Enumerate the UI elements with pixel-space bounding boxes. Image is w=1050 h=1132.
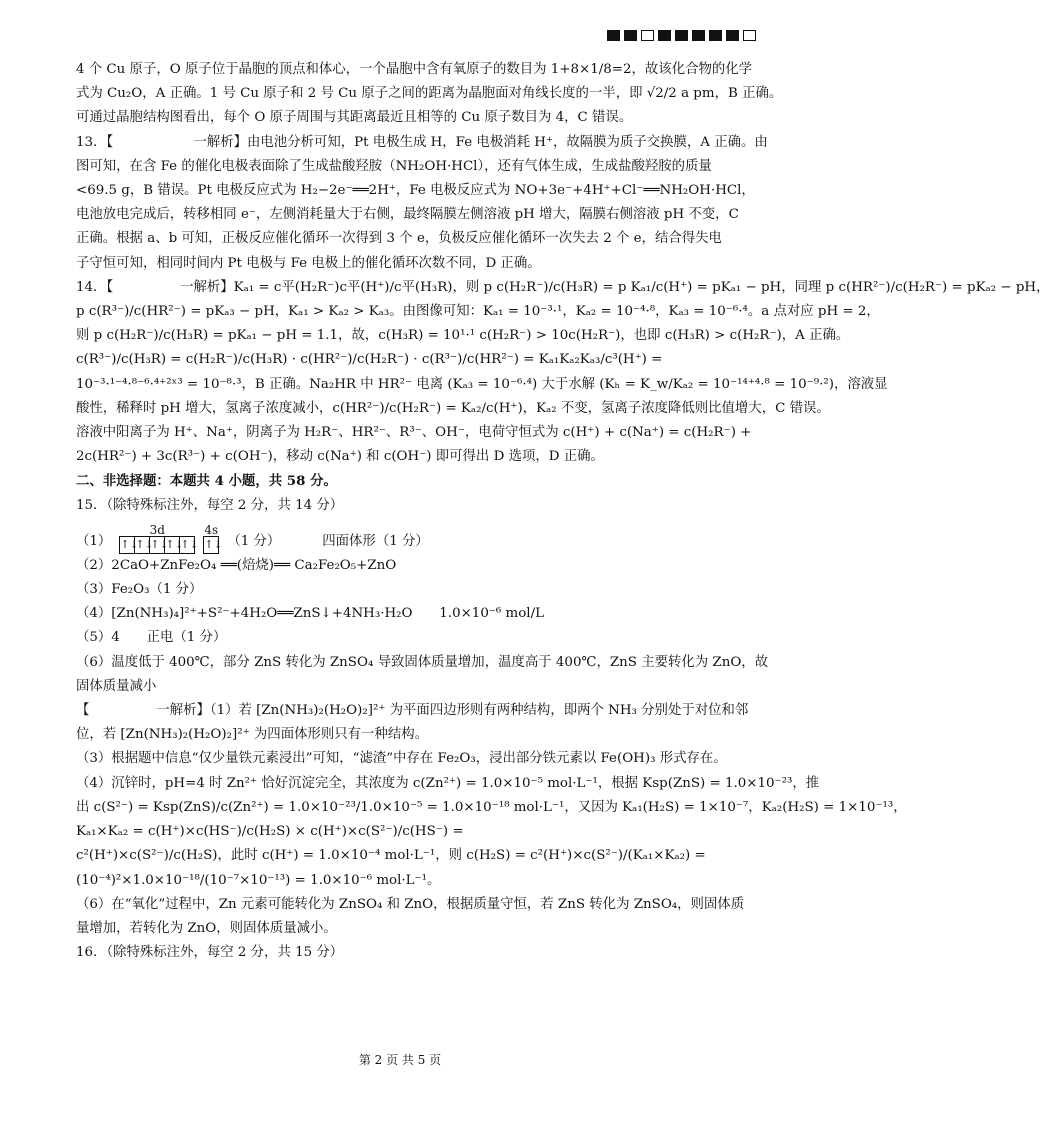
text-line: 固体质量减小 <box>76 678 157 694</box>
orbital-box: ↑↓ <box>165 537 184 551</box>
text-line: 14．【 一解析】Kₐ₁ = c平(H₂R⁻)c平(H⁺)/c平(H₃R)，则 p c(H₂R⁻)/c(H₃R) = p Kₐ₁/c(H⁺) = pKₐ₁ − pH，同理 p c(HR²⁻)/c(H₂R⁻) = pKₐ₂ − pH， <box>76 279 1050 295</box>
text-line: c(R³⁻)/c(H₃R) = c(H₂R⁻)/c(H₃R) · c(HR²⁻)/c(H₂R⁻) · c(R³⁻)/c(HR²⁻) = Kₐ₁Kₐ₂Kₐ₃/c³(H⁺) = <box>76 352 663 368</box>
header-block <box>743 30 756 41</box>
q16-heading: 16．（除特殊标注外，每空 2 分，共 15 分） <box>76 945 344 961</box>
orbital-4s-boxes <box>203 536 223 554</box>
section-heading: 二、非选择题：本题共 4 小题，共 58 分。 <box>76 473 337 490</box>
header-block <box>624 30 637 41</box>
orbital-score: （1 分） <box>227 533 281 549</box>
orbital-box: ↑↓ <box>135 537 154 551</box>
text-line: <69.5 g，B 错误。Pt 电极反应式为 H₂−2e⁻══2H⁺，Fe 电极反应式为 NO+3e⁻+4H⁺+Cl⁻══NH₂OH·HCl， <box>76 183 755 199</box>
text-line: （2）2CaO+ZnFe₂O₄ ══(焙烧)══ Ca₂Fe₂O₅+ZnO <box>76 557 397 573</box>
text-line: 2c(HR²⁻) + 3c(R³⁻) + c(OH⁻)，移动 c(Na⁺) 和 c(OH⁻) 即可得出 D 选项，D 正确。 <box>76 449 604 465</box>
text-line: 出 c(S²⁻) = Ksp(ZnS)/c(Zn²⁺) = 1.0×10⁻²³/1.0×10⁻⁵ = 1.0×10⁻¹⁸ mol·L⁻¹，又因为 Kₐ₁(H₂S) = 1×10⁻⁷，Kₐ₂(H₂S) = 1×10⁻¹³， <box>76 799 907 815</box>
text-line: Kₐ₁×Kₐ₂ = c(H⁺)×c(HS⁻)/c(H₂S) × c(H⁺)×c(S²⁻)/c(HS⁻) = <box>76 824 464 840</box>
header-block <box>658 30 671 41</box>
text-line: 4 个 Cu 原子，O 原子位于晶胞的顶点和体心，一个晶胞中含有氧原子的数目为 1+8×1/8=2，故该化合物的化学 <box>76 62 753 77</box>
text-line: （4）[Zn(NH₃)₄]²⁺+S²⁻+4H₂O══ZnS↓+4NH₃·H₂O 1.0×10⁻⁶ mol/L <box>76 606 544 622</box>
shape-answer: 四面体形（1 分） <box>322 533 429 549</box>
text-line: 【 一解析】（1）若 [Zn(NH₃)₂(H₂O)₂]²⁺ 为平面四边形则有两种结构，即两个 NH₃ 分别处于对位和邻 <box>76 703 749 719</box>
text-line: （3）Fe₂O₃（1 分） <box>76 582 203 598</box>
orbital-3d-label: 3d <box>149 522 165 537</box>
text-line: （4）沉锌时，pH=4 时 Zn²⁺ 恰好沉淀完全，其浓度为 c(Zn²⁺) = 1.0×10⁻⁵ mol·L⁻¹，根据 Ksp(ZnS) = 1.0×10⁻²³，推 <box>76 775 820 791</box>
header-block <box>726 30 739 41</box>
text-line: （3）根据题中信息“仅少量铁元素浸出”可知，“滤渣”中存在 Fe₂O₃，浸出部分铁元素以 Fe(OH)₃ 形式存在。 <box>76 751 727 767</box>
orbital-4s <box>203 522 223 554</box>
text-line: 正确。根据 a、b 可知，正极反应催化循环一次得到 3 个 e，负极反应催化循环一次失去 2 个 e，结合得失电 <box>76 231 722 247</box>
q15-heading: 15．（除特殊标注外，每空 2 分，共 14 分） <box>76 497 344 513</box>
text-line: 13．【 一解析】由电池分析可知，Pt 电极生成 H，Fe 电极消耗 H⁺，故隔膜为质子交换膜，A 正确。由 <box>76 134 768 150</box>
header-block <box>641 30 654 41</box>
text-line: 酸性，稀释时 pH 增大，氢离子浓度减小，c(HR²⁻)/c(H₂R⁻) = Kₐ₂/c(H⁺)，Kₐ₂ 不变，氢离子浓度降低则比值增大，C 错误。 <box>76 400 830 416</box>
text-line: （6）在“氧化”过程中，Zn 元素可能转化为 ZnSO₄ 和 ZnO，根据质量守恒，若 ZnS 转化为 ZnSO₄，则固体质 <box>76 896 745 912</box>
orbital-prefix: （1） <box>76 533 112 549</box>
orbital-box: ↑↓ <box>180 537 199 551</box>
text-line: 溶液中阳离子为 H⁺、Na⁺，阴离子为 H₂R⁻、HR²⁻、R³⁻、OH⁻，电荷守恒式为 c(H⁺) + c(Na⁺) = c(H₂R⁻) + <box>76 425 752 441</box>
text-line: p c(R³⁻)/c(HR²⁻) = pKₐ₃ − pH，Kₐ₁ > Kₐ₂ > Kₐ₃。由图像可知：Kₐ₁ = 10⁻³·¹，Kₐ₂ = 10⁻⁴·⁸，Kₐ₃ = 10⁻⁶·⁴。a 点对应 pH = 2， <box>76 304 880 320</box>
text-line: （6）温度低于 400℃，部分 ZnS 转化为 ZnSO₄ 导致固体质量增加，温度高于 400℃，ZnS 主要转化为 ZnO，故 <box>76 654 769 670</box>
header-block <box>607 30 620 41</box>
header-block <box>709 30 722 41</box>
header-block <box>675 30 688 41</box>
text-line: c²(H⁺)×c(S²⁻)/c(H₂S)，此时 c(H⁺) = 1.0×10⁻⁴ mol·L⁻¹，则 c(H₂S) = c²(H⁺)×c(S²⁻)/(Kₐ₁×Kₐ₂) = <box>76 848 706 864</box>
text-line: 10⁻³·¹⁻⁴·⁸⁻⁶·⁴⁺²ˣ³ = 10⁻⁸·³，B 正确。Na₂HR 中 HR²⁻ 电离 (Kₐ₃ = 10⁻⁶·⁴) 大于水解 (Kₕ = K_w/Kₐ₂ = 10⁻¹⁴⁺⁴·⁸ = 10⁻⁹·²)，溶液显 <box>76 376 888 392</box>
orbital-box: ↑↓ <box>120 537 139 551</box>
orbital-4s-label: 4s <box>204 522 219 537</box>
text-line: (10⁻⁴)²×1.0×10⁻¹⁸/(10⁻⁷×10⁻¹³) = 1.0×10⁻⁶ mol·L⁻¹。 <box>76 872 441 888</box>
text-line: 可通过晶胞结构图看出，每个 O 原子周围与其距离最近且相等的 Cu 原子数目为 4，C 错误。 <box>76 110 633 126</box>
q15-orbital-answer <box>76 518 760 554</box>
text-line: 量增加，若转化为 ZnO，则固体质量减小。 <box>76 920 337 936</box>
text-line: 子守恒可知，相同时间内 Pt 电极与 Fe 电极上的催化循环次数不同，D 正确。 <box>76 255 541 271</box>
text-line: （5）4 正电（1 分） <box>76 630 227 646</box>
header-block <box>692 30 705 41</box>
page-footer: 第 2 页 共 5 页 <box>358 1053 442 1067</box>
orbital-box: ↑↓ <box>204 537 223 551</box>
header-blocks <box>607 30 756 41</box>
text-line: 图可知，在含 Fe 的催化电极表面除了生成盐酸羟胺（NH₂OH·HCl），还有气体生成，生成盐酸羟胺的质量 <box>76 158 712 174</box>
orbital-3d-boxes <box>119 536 199 554</box>
orbital-3d <box>119 522 199 554</box>
text-line: 位，若 [Zn(NH₃)₂(H₂O)₂]²⁺ 为四面体形则只有一种结构。 <box>76 727 428 743</box>
text-line: 电池放电完成后，转移相同 e⁻，左侧消耗量大于右侧，最终隔膜左侧溶液 pH 增大，隔膜右侧溶液 pH 不变，C <box>76 207 739 223</box>
content <box>76 58 1050 965</box>
text-line: 则 p c(H₂R⁻)/c(H₃R) = pKₐ₁ − pH = 1.1，故，c(H₃R) = 10¹·¹ c(H₂R⁻) > 10c(H₂R⁻)，也即 c(H₃R) > c(H₂R⁻)，A 正确。 <box>76 328 850 344</box>
text-line: 式为 Cu₂O，A 正确。1 号 Cu 原子和 2 号 Cu 原子之间的距离为晶胞面对角线长度的一半，即 √2/2 a pm，B 正确。 <box>76 86 783 102</box>
orbital-box: ↑↓ <box>150 537 169 551</box>
